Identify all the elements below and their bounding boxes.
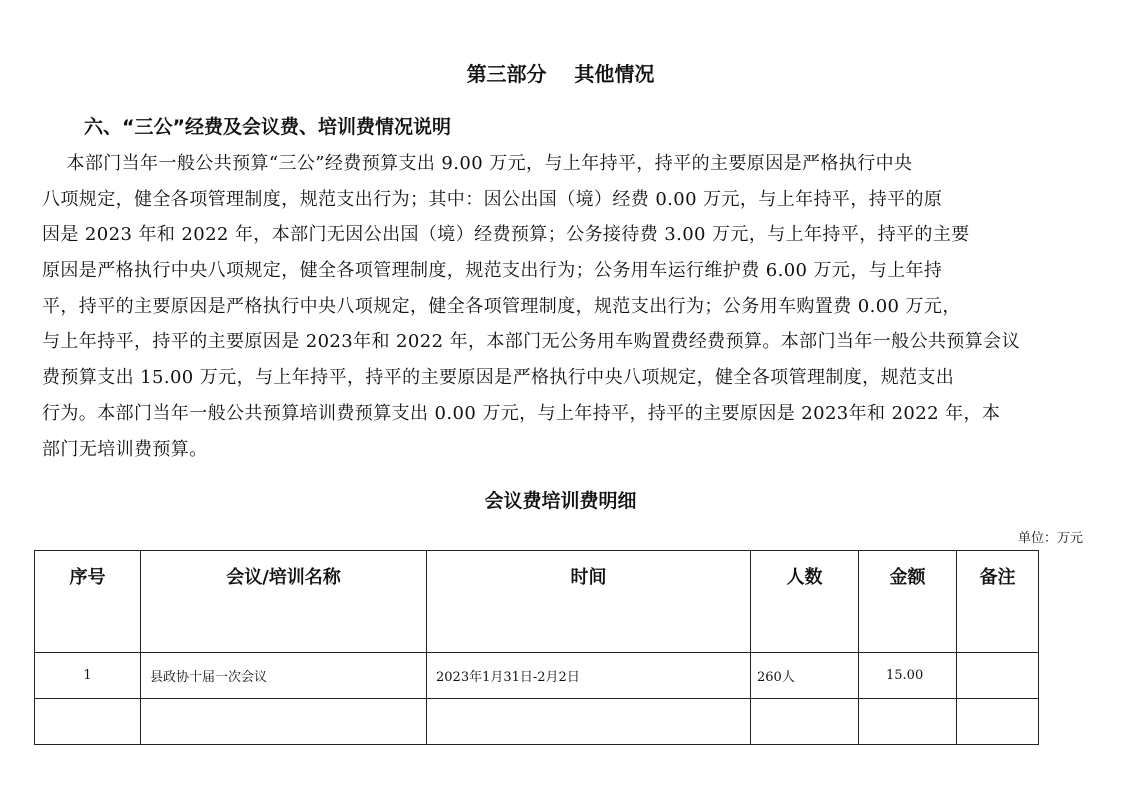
cell-amount	[859, 699, 957, 745]
part-title: 第三部分 其他情况	[466, 62, 655, 86]
header-index: 序号	[35, 551, 141, 653]
section-title: 六、“三公”经费及会议费、培训费情况说明	[84, 116, 451, 138]
paragraph-line: 与上年持平，持平的主要原因是 2023年和 2022 年，本部门无公务用车购置费经费预算。本部门当年一般公共预算会议	[42, 331, 1020, 353]
cell-remark	[957, 653, 1039, 699]
table-row	[35, 653, 1039, 699]
table-row	[35, 699, 1039, 745]
header-name: 会议/培训名称	[141, 551, 427, 653]
header-time: 时间	[427, 551, 751, 653]
cell-remark	[957, 699, 1039, 745]
cell-time	[427, 699, 751, 745]
paragraph-line: 平，持平的主要原因是严格执行中央八项规定，健全各项管理制度，规范支出行为；公务用车购置费 0.00 万元，	[42, 295, 961, 317]
cell-index	[35, 699, 141, 745]
paragraph-line: 因是 2023 年和 2022 年，本部门无因公出国（境）经费预算；公务接待费 3.00 万元，与上年持平，持平的主要	[42, 224, 970, 246]
header-amount: 金额	[859, 551, 957, 653]
cell-name: 县政协十届一次会议	[141, 653, 427, 699]
paragraph	[42, 146, 1084, 467]
cell-amount: 15.00	[859, 653, 957, 699]
cell-time: 2023年1月31日-2月2日	[427, 653, 751, 699]
paragraph-line: 原因是严格执行中央八项规定，健全各项管理制度，规范支出行为；公务用车运行维护费 6.00 万元，与上年持	[42, 260, 943, 282]
paragraph-line: 本部门当年一般公共预算“三公”经费预算支出 9.00 万元，与上年持平，持平的主要原因是严格执行中央	[42, 153, 913, 174]
header-count: 人数	[751, 551, 859, 653]
header-remark: 备注	[957, 551, 1039, 653]
cell-count	[751, 699, 859, 745]
table-title: 会议费培训费明细	[484, 490, 637, 512]
meeting-training-table	[34, 550, 1039, 745]
cell-index: 1	[35, 653, 141, 699]
cell-name	[141, 699, 427, 745]
paragraph-line: 行为。本部门当年一般公共预算培训费预算支出 0.00 万元，与上年持平，持平的主要原因是 2023年和 2022 年，本	[42, 402, 1001, 424]
unit-label: 单位：万元	[1017, 531, 1083, 546]
paragraph-line: 八项规定，健全各项管理制度，规范支出行为；其中：因公出国（境）经费 0.00 万元，与上年持平，持平的原	[42, 188, 943, 210]
table-header-row	[35, 551, 1039, 653]
cell-count: 260人	[751, 653, 859, 699]
paragraph-line: 部门无培训费预算。	[42, 438, 208, 460]
paragraph-line: 费预算支出 15.00 万元，与上年持平，持平的主要原因是严格执行中央八项规定，健全各项管理制度，规范支出	[42, 367, 955, 389]
